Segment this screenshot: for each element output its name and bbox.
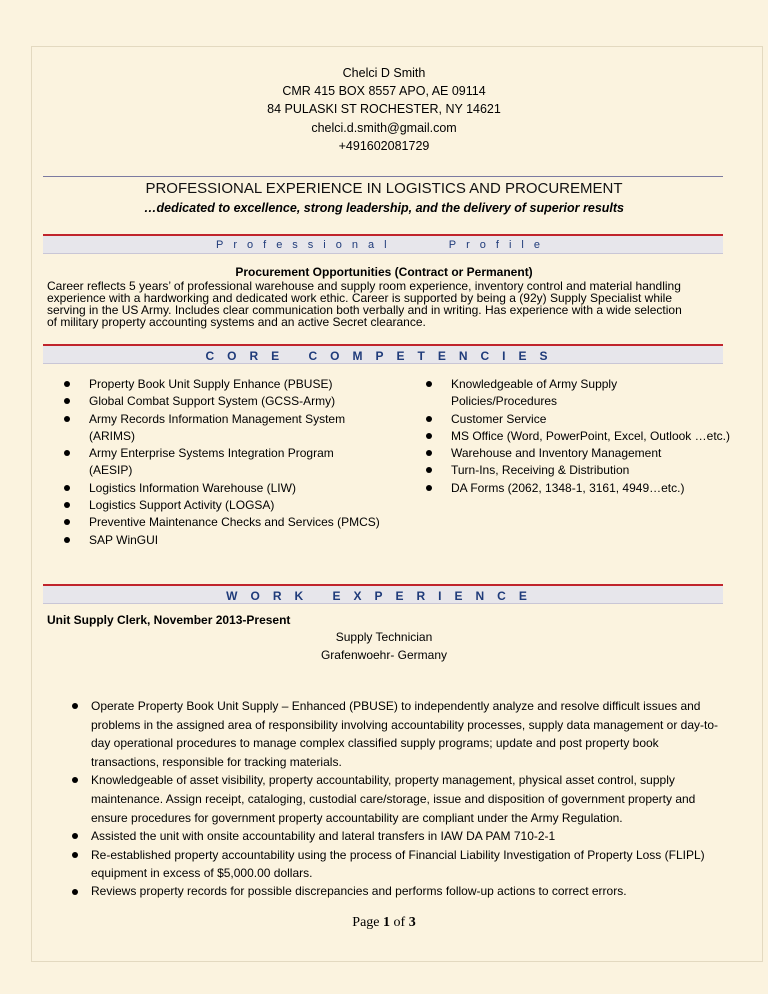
profile-line: Career reflects 5 years’ of professional warehouse and supply room experience, inventory control and material handling — [47, 279, 681, 293]
bullet-icon — [72, 889, 78, 895]
list-item: Army Enterprise Systems Integration Program (AESIP) — [61, 445, 379, 480]
section-title-word-2: Profile — [448, 239, 550, 251]
candidate-name: Chelci D Smith — [342, 66, 426, 80]
bullet-icon — [426, 381, 432, 387]
list-item: DA Forms (2062, 1348-1, 3161, 4949…etc.) — [423, 480, 723, 497]
list-item: Turn-Ins, Receiving & Distribution — [423, 462, 723, 479]
list-item: Knowledgeable of Army Supply Policies/Procedures — [423, 376, 651, 411]
headline-tagline: …dedicated to excellence, strong leadership, and the delivery of superior results — [143, 201, 624, 215]
list-item: Customer Service — [423, 411, 723, 428]
list-item: Army Records Information Management System (ARIMS) — [61, 411, 359, 446]
list-item: Logistics Information Warehouse (LIW) — [61, 480, 391, 497]
profile-subtitle: Procurement Opportunities (Contract or Permanent) — [235, 265, 533, 279]
list-item: Knowledgeable of asset visibility, property accountability, property management, physical asset control, supply maintenance. Assign receipt, cataloging, custodial care/storage, issue and disposition of government property and ensure procedures for government property accountability are compliant under the Army Regulation. — [67, 771, 727, 827]
list-item: Re-established property accountability using the process of Financial Liability Investigation of Property Loss (FLIPL) equipment in excess of $5,000.00 dollars. — [67, 846, 727, 883]
bullet-icon — [72, 833, 78, 839]
page-number: 1 — [383, 915, 391, 930]
section-header-professional-profile — [43, 234, 723, 253]
phone-number: +491602081729 — [338, 139, 430, 153]
bullet-icon — [64, 381, 70, 387]
bullet-icon — [64, 502, 70, 508]
bullet-icon — [426, 485, 432, 491]
section-title-core-competencies: CORE COMPETENCIES — [205, 349, 561, 363]
header-divider — [43, 176, 723, 177]
list-item: Warehouse and Inventory Management — [423, 445, 723, 462]
profile-line: of military property accounting systems and an active Secret clearance. — [47, 315, 426, 329]
section-header-core-competencies — [43, 344, 723, 363]
profile-line: experience with a hardworking and dedicated work ethic. Career is supported by being a (92y) Supply Specialist while — [47, 291, 673, 305]
list-item: SAP WinGUI — [61, 532, 391, 549]
work-duties-list — [67, 697, 727, 900]
bullet-icon — [64, 537, 70, 543]
of-word: of — [393, 915, 406, 930]
list-item: Global Combat Support System (GCSS-Army) — [61, 393, 391, 410]
competencies-left-list — [61, 376, 391, 549]
job-title: Unit Supply Clerk, November 2013-Present — [47, 613, 291, 627]
bullet-icon — [64, 485, 70, 491]
list-item: Logistics Support Activity (LOGSA) — [61, 497, 391, 514]
competencies-right-list — [423, 376, 730, 497]
list-item: Preventive Maintenance Checks and Services (PMCS) — [61, 514, 389, 531]
bullet-icon — [426, 467, 432, 473]
bullet-icon — [426, 416, 432, 422]
job-location: Grafenwoehr- Germany — [320, 648, 448, 662]
page-word: Page — [352, 915, 380, 930]
address-line-2: 84 PULASKI ST ROCHESTER, NY 14621 — [267, 102, 501, 116]
email-address: chelci.d.smith@gmail.com — [311, 121, 457, 135]
bullet-icon — [72, 703, 78, 709]
list-item: Reviews property records for possible discrepancies and performs follow-up actions to correct errors. — [67, 883, 727, 900]
profile-summary — [47, 280, 723, 328]
total-pages: 3 — [408, 915, 416, 930]
page-indicator — [0, 915, 768, 931]
bullet-icon — [64, 398, 70, 404]
bullet-icon — [72, 852, 78, 858]
bullet-icon — [64, 416, 70, 422]
list-item: Property Book Unit Supply Enhance (PBUSE) — [61, 376, 391, 393]
list-item: Assisted the unit with onsite accountability and lateral transfers in IAW DA PAM 710-2-1 — [67, 827, 727, 846]
section-title-work-experience: WORK EXPERIENCE — [226, 589, 540, 603]
address-line-1: CMR 415 BOX 8557 APO, AE 09114 — [282, 84, 486, 98]
section-title-word-1: Professional — [216, 239, 397, 251]
list-item: Operate Property Book Unit Supply – Enhanced (PBUSE) to independently analyze and resolve difficult issues and problems in the assigned area of responsibility involving accountability processes, supply data management or day-to-day operational procedures to manage complex classified supply programs; update and post property book transactions, responsible for tracking materials. — [67, 697, 727, 771]
bullet-icon — [426, 433, 432, 439]
section-header-work-experience — [43, 584, 723, 603]
bullet-icon — [72, 777, 78, 783]
headline-title: PROFESSIONAL EXPERIENCE IN LOGISTICS AND PROCUREMENT — [145, 180, 623, 197]
bullet-icon — [64, 450, 70, 456]
job-position: Supply Technician — [335, 630, 433, 644]
bullet-icon — [426, 450, 432, 456]
section-title-professional-profile — [43, 239, 723, 251]
profile-line: serving in the US Army. Includes clear communication both verbally and in writing. Has experience with a wide selection — [47, 303, 682, 317]
bullet-icon — [64, 519, 70, 525]
list-item: MS Office (Word, PowerPoint, Excel, Outlook …etc.) — [423, 428, 741, 445]
